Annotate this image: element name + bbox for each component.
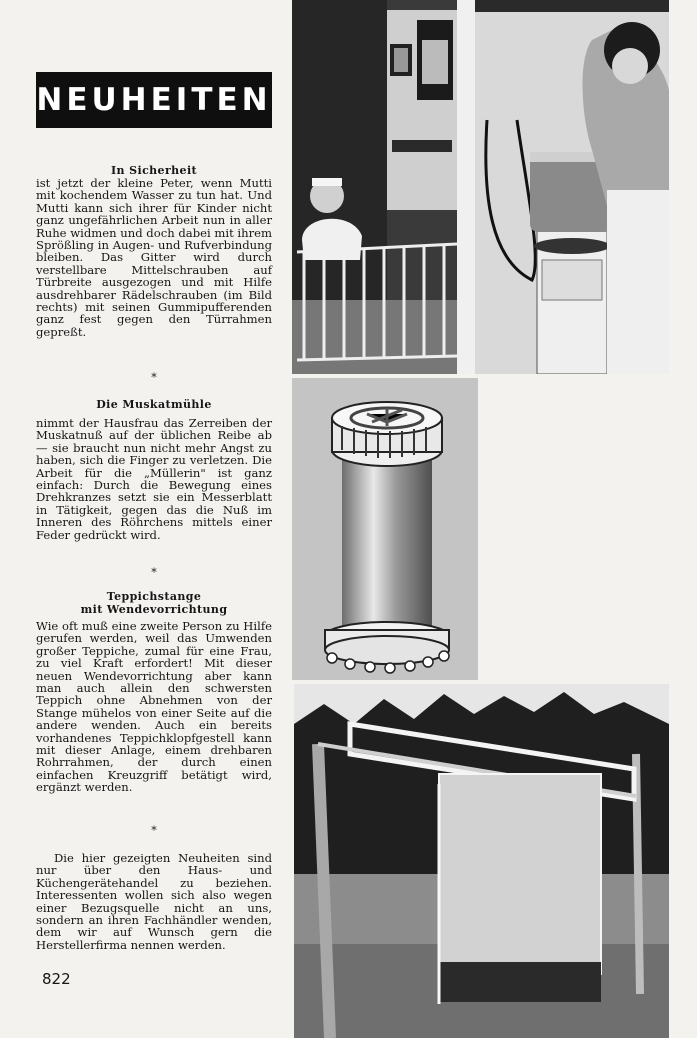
article-heading-line1: Teppichstange <box>106 590 202 603</box>
separator-star: * <box>151 566 157 579</box>
article-body: Wie oft muß eine zweite Person zu Hilfe gerufen werden, weil das Umwenden großer Teppiche, zumal für eine Frau, zu viel Kraft erfordert! Mit dieser neuen Wendevorrichtung aber kann man auch allein den schwersten Teppich ohne Abnehmen von der Stange mühelos von einer Seite auf die andere wenden. Auch ein bereits vorhandenes Teppichklopfgestell kann mit dieser Anlage, einem drehbaren Rohrrahmen, der durch einen einfachen Kreuzgriff betätigt wird, ergänzt werden. <box>36 619 272 795</box>
nutmeg-grinder-photo <box>292 378 478 680</box>
article-nutmeg-grinder <box>36 398 272 541</box>
article-safety-gate <box>36 164 272 338</box>
closing-text: Die hier gezeigten Neuheiten sind nur über den Haus- und Küchengerätehandel zu beziehen. Interessenten wollen sich also wegen einer Bezugsquelle nicht an uns, sondern an ihren Fachhändler wenden, dem wir auf Wunsch gern die Herstellerfirma nennen werden. <box>36 851 272 952</box>
separator-star: * <box>151 371 157 384</box>
section-banner: NEUHEITEN <box>36 72 272 128</box>
article-heading-line2: mit Wendevorrichtung <box>80 603 228 616</box>
closing-note <box>36 852 272 951</box>
carpet-rack-photo <box>294 684 669 1038</box>
article-body: ist jetzt der kleine Peter, wenn Mutti mit kochendem Wasser zu tun hat. Und Mutti kann sich ihrer für Kinder nicht ganz ungefährlichen Arbeit nun in aller Ruhe widmen und doch dabei mit ihrem Sprößling in Augen- und Rufverbindung bleiben. Das Gitter wird durch verstellbare Mittelschrauben auf Türbreite ausgezogen und mit Hilfe ausdrehbarer Rädelschrauben (im Bild rechts) mit seinen Gummipufferenden ganz fest gegen den Türrahmen gepreßt. <box>36 176 272 339</box>
article-carpet-rack <box>36 590 272 794</box>
article-heading: Die Muskatmühle <box>96 398 212 411</box>
article-body: nimmt der Hausfrau das Zerreiben der Muskatnuß auf der üblichen Reibe ab — sie braucht nun nicht mehr Angst zu haben, sich die Finger zu verletzen. Die Arbeit für die „Müllerin" ist ganz einfach: Durch die Bewegung eines Drehkranzes setzt sie ein Messerblatt in Tätigkeit, gegen das die Nuß im Inneren des Röhrchens mittels einer Feder gedrückt wird. <box>36 416 272 542</box>
page-number: 822 <box>42 970 71 988</box>
separator-star: * <box>151 824 157 837</box>
child-safety-gate-photo <box>292 0 669 374</box>
article-heading: In Sicherheit <box>110 164 198 177</box>
